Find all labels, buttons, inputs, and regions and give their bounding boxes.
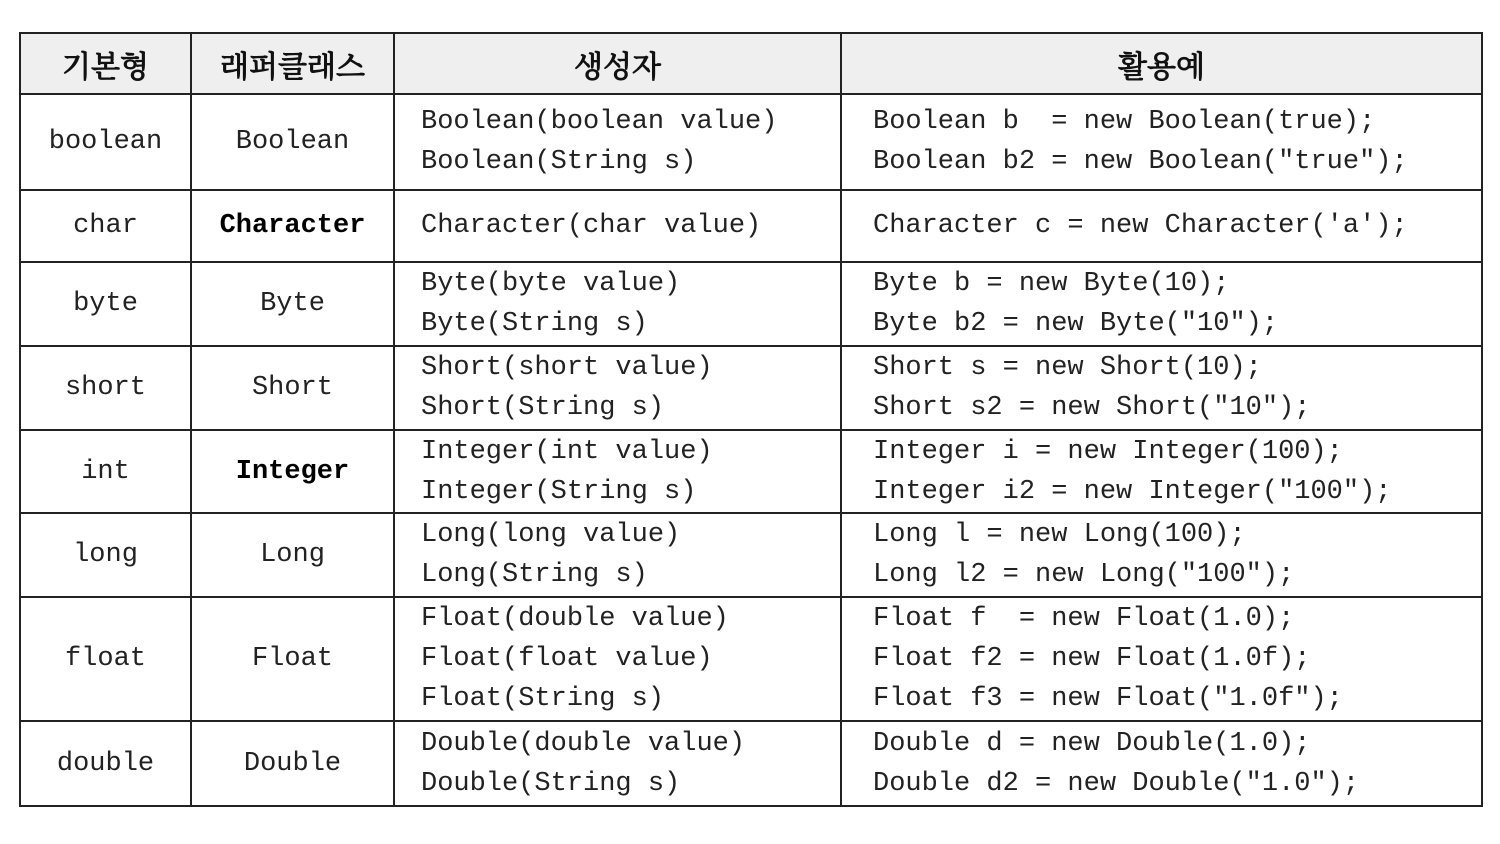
primitive-type-cell: int bbox=[20, 430, 191, 513]
table-row bbox=[20, 430, 1482, 513]
constructor-signature: Boolean(String s) bbox=[421, 147, 697, 177]
constructor-signature: Integer(String s) bbox=[421, 476, 697, 507]
usage-example-cell bbox=[841, 346, 1482, 430]
primitive-type-cell: double bbox=[20, 721, 191, 806]
usage-example-cell bbox=[841, 94, 1482, 190]
primitive-type-cell: char bbox=[20, 190, 191, 262]
primitive-type-cell: long bbox=[20, 513, 191, 597]
constructor-signature: Integer(int value) bbox=[421, 436, 713, 467]
usage-example-code: Character c = new Character('a'); bbox=[873, 211, 1408, 241]
table-body bbox=[20, 94, 1482, 806]
constructor-signature: Character(char value) bbox=[421, 211, 762, 241]
table-row bbox=[20, 190, 1482, 262]
usage-example-code: Long l = new Long(100); bbox=[873, 520, 1246, 550]
table-row bbox=[20, 262, 1482, 346]
constructor-signature: Float(float value) bbox=[421, 644, 713, 674]
usage-example-cell bbox=[841, 190, 1482, 262]
constructor-signature: Byte(String s) bbox=[421, 309, 648, 339]
usage-example-code: Long l2 = new Long("100"); bbox=[873, 560, 1295, 590]
primitive-type-cell: byte bbox=[20, 262, 191, 346]
usage-example-code: Byte b2 = new Byte("10"); bbox=[873, 309, 1279, 339]
primitive-type-cell: short bbox=[20, 346, 191, 430]
constructor-cell bbox=[394, 94, 841, 190]
constructor-cell bbox=[394, 190, 841, 262]
constructor-cell bbox=[394, 262, 841, 346]
constructor-signature: Long(long value) bbox=[421, 520, 681, 550]
table-header bbox=[20, 33, 1482, 94]
constructor-cell bbox=[394, 513, 841, 597]
constructor-cell bbox=[394, 721, 841, 806]
table-row bbox=[20, 597, 1482, 721]
usage-example-code: Double d = new Double(1.0); bbox=[873, 728, 1311, 759]
usage-example-code: Integer i2 = new Integer("100"); bbox=[873, 476, 1392, 507]
usage-example-cell bbox=[841, 597, 1482, 721]
constructor-signature: Boolean(boolean value) bbox=[421, 107, 778, 137]
table-row bbox=[20, 513, 1482, 597]
constructor-signature: Short(short value) bbox=[421, 353, 713, 383]
header-wrapper-class: 래퍼클래스 bbox=[191, 33, 394, 94]
constructor-signature: Float(String s) bbox=[421, 684, 665, 714]
usage-example-code: Boolean b = new Boolean(true); bbox=[873, 107, 1376, 137]
usage-example-cell bbox=[841, 430, 1482, 513]
wrapper-class-cell: Character bbox=[191, 190, 394, 262]
header-primitive-type: 기본형 bbox=[20, 33, 191, 94]
constructor-signature: Float(double value) bbox=[421, 604, 729, 634]
table-row bbox=[20, 94, 1482, 190]
constructor-signature: Byte(byte value) bbox=[421, 269, 681, 299]
usage-example-code: Double d2 = new Double("1.0"); bbox=[873, 768, 1360, 799]
usage-example-code: Short s = new Short(10); bbox=[873, 353, 1262, 383]
constructor-signature: Short(String s) bbox=[421, 393, 665, 423]
wrapper-class-cell: Boolean bbox=[191, 94, 394, 190]
constructor-signature: Long(String s) bbox=[421, 560, 648, 590]
table-row bbox=[20, 346, 1482, 430]
usage-example-code: Float f3 = new Float("1.0f"); bbox=[873, 684, 1343, 714]
usage-example-code: Integer i = new Integer(100); bbox=[873, 436, 1343, 467]
wrapper-class-cell: Short bbox=[191, 346, 394, 430]
wrapper-class-table-container bbox=[19, 32, 1481, 807]
usage-example-code: Boolean b2 = new Boolean("true"); bbox=[873, 147, 1408, 177]
wrapper-class-cell: Float bbox=[191, 597, 394, 721]
header-usage-example: 활용예 bbox=[841, 33, 1482, 94]
wrapper-class-cell: Integer bbox=[191, 430, 394, 513]
header-row bbox=[20, 33, 1482, 94]
wrapper-class-cell: Long bbox=[191, 513, 394, 597]
header-constructor: 생성자 bbox=[394, 33, 841, 94]
usage-example-code: Short s2 = new Short("10"); bbox=[873, 393, 1311, 423]
constructor-cell bbox=[394, 430, 841, 513]
table-row bbox=[20, 721, 1482, 806]
usage-example-cell bbox=[841, 513, 1482, 597]
constructor-cell bbox=[394, 346, 841, 430]
constructor-cell bbox=[394, 597, 841, 721]
primitive-type-cell: boolean bbox=[20, 94, 191, 190]
wrapper-class-cell: Byte bbox=[191, 262, 394, 346]
usage-example-code: Float f2 = new Float(1.0f); bbox=[873, 644, 1311, 674]
constructor-signature: Double(String s) bbox=[421, 768, 681, 799]
primitive-type-cell: float bbox=[20, 597, 191, 721]
wrapper-class-table bbox=[19, 32, 1483, 807]
usage-example-code: Float f = new Float(1.0); bbox=[873, 604, 1295, 634]
usage-example-code: Byte b = new Byte(10); bbox=[873, 269, 1230, 299]
usage-example-cell bbox=[841, 721, 1482, 806]
wrapper-class-cell: Double bbox=[191, 721, 394, 806]
constructor-signature: Double(double value) bbox=[421, 728, 746, 759]
usage-example-cell bbox=[841, 262, 1482, 346]
